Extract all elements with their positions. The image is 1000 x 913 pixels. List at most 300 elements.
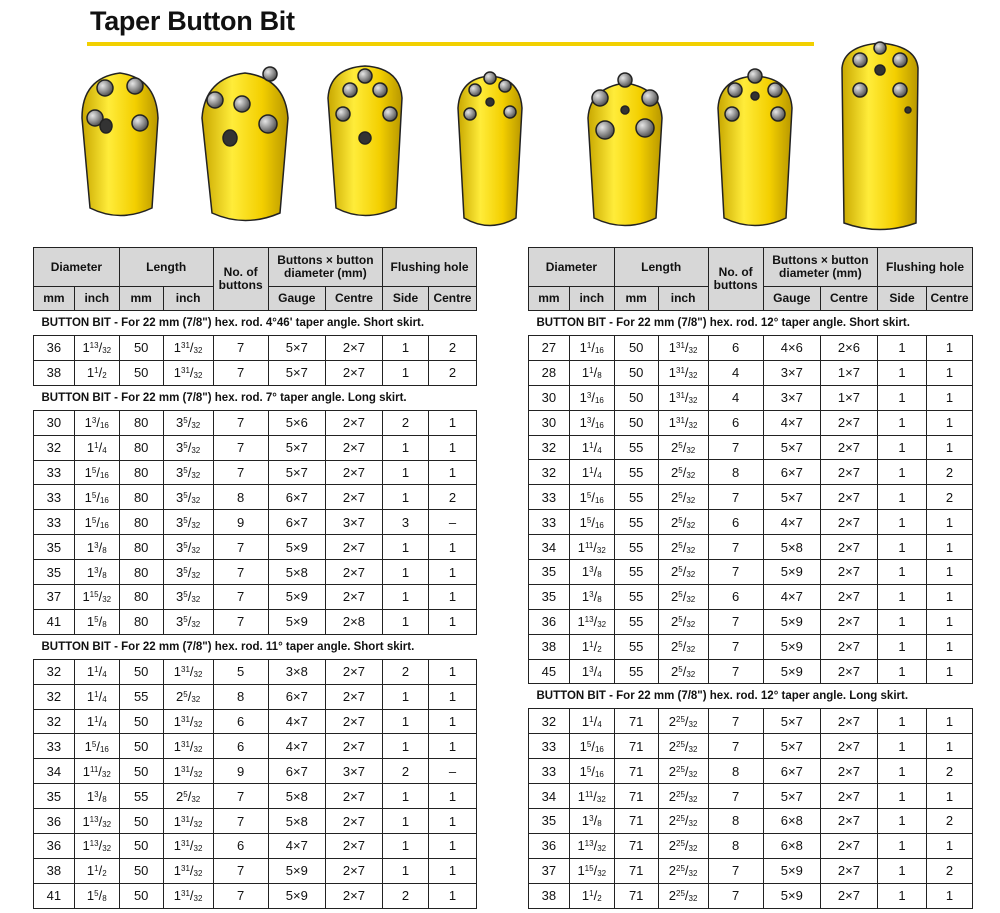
cell-flush-side: 1 — [383, 858, 429, 883]
hdr-inch: inch — [569, 287, 614, 311]
cell-no-buttons: 8 — [213, 684, 268, 709]
cell-flush-side: 1 — [878, 709, 927, 734]
cell-diameter-mm: 34 — [529, 784, 570, 809]
cell-flush-centre: 1 — [927, 609, 973, 634]
table-row — [34, 510, 477, 535]
table-row — [34, 560, 477, 585]
cell-no-buttons: 6 — [708, 336, 763, 361]
cell-flush-centre: 1 — [927, 560, 973, 585]
cell-centre-buttons: 2×7 — [325, 709, 382, 734]
cell-length-inch: $1^{31}/_{32}$ — [163, 659, 213, 684]
hdr-centre: Centre — [927, 287, 973, 311]
table-body — [529, 311, 973, 909]
cell-gauge: 6×7 — [268, 759, 325, 784]
cell-gauge: 5×7 — [763, 709, 820, 734]
cell-length-mm: 50 — [119, 709, 163, 734]
cell-length-inch: $2^5/_{32}$ — [658, 485, 708, 510]
hdr-mm: mm — [529, 287, 570, 311]
cell-no-buttons: 8 — [708, 833, 763, 858]
cell-diameter-inch: $1^5/_{16}$ — [74, 485, 119, 510]
page-title: Taper Button Bit — [90, 6, 295, 36]
cell-flush-centre: 2 — [927, 858, 973, 883]
table-row — [529, 510, 973, 535]
cell-length-inch: $2^5/_{32}$ — [658, 634, 708, 659]
cell-diameter-inch: $1^5/_8$ — [74, 883, 119, 908]
cell-length-inch: $2^5/_{32}$ — [163, 784, 213, 809]
cell-length-inch: $2^5/_{32}$ — [163, 684, 213, 709]
table-row — [529, 809, 973, 834]
cell-flush-centre: 1 — [927, 510, 973, 535]
table-row — [34, 460, 477, 485]
cell-length-mm: 80 — [119, 435, 163, 460]
cell-flush-centre: 1 — [428, 410, 476, 435]
cell-length-inch: $2^5/_{32}$ — [658, 584, 708, 609]
cell-flush-centre: 1 — [927, 535, 973, 560]
hdr-length: Length — [119, 248, 213, 287]
cell-centre-buttons: 2×8 — [325, 609, 382, 634]
section-title: BUTTON BIT - For 22 mm (7/8") hex. rod. 12° taper angle. Long skirt. — [529, 684, 973, 709]
cell-diameter-mm: 36 — [529, 833, 570, 858]
cell-length-mm: 50 — [119, 883, 163, 908]
cell-length-mm: 55 — [614, 584, 658, 609]
section-header — [529, 311, 973, 336]
table-row — [34, 435, 477, 460]
cell-diameter-mm: 32 — [529, 709, 570, 734]
cell-length-inch: $3^5/_{32}$ — [163, 435, 213, 460]
table-row — [34, 784, 477, 809]
cell-gauge: 6×8 — [763, 809, 820, 834]
cell-length-mm: 55 — [614, 460, 658, 485]
cell-diameter-mm: 33 — [34, 734, 75, 759]
cell-flush-centre: 1 — [927, 883, 973, 908]
cell-flush-side: 1 — [383, 585, 429, 610]
cell-diameter-mm: 33 — [529, 485, 570, 510]
cell-gauge: 3×7 — [763, 385, 820, 410]
table-row — [34, 336, 477, 361]
cell-no-buttons: 7 — [708, 709, 763, 734]
cell-centre-buttons: 2×6 — [820, 336, 877, 361]
cell-length-inch: $2^{25}/_{32}$ — [658, 784, 708, 809]
cell-centre-buttons: 2×7 — [325, 410, 382, 435]
cell-centre-buttons: 2×7 — [820, 759, 877, 784]
cell-length-mm: 71 — [614, 784, 658, 809]
table-row — [529, 759, 973, 784]
cell-no-buttons: 7 — [213, 585, 268, 610]
cell-diameter-mm: 27 — [529, 336, 570, 361]
cell-diameter-inch: $1^1/_4$ — [74, 709, 119, 734]
hdr-flushing-hole: Flushing hole — [383, 248, 477, 287]
section-title: BUTTON BIT - For 22 mm (7/8") hex. rod. 7° taper angle. Long skirt. — [34, 385, 477, 410]
cell-flush-side: 1 — [383, 709, 429, 734]
bit-image-3 — [328, 66, 402, 216]
cell-diameter-mm: 35 — [34, 535, 75, 560]
cell-centre-buttons: 2×7 — [820, 535, 877, 560]
cell-diameter-inch: $1^{13}/_{32}$ — [74, 336, 119, 361]
cell-diameter-mm: 36 — [34, 809, 75, 834]
cell-length-inch: $1^{31}/_{32}$ — [658, 410, 708, 435]
cell-length-mm: 50 — [614, 360, 658, 385]
hdr-length: Length — [614, 248, 708, 287]
table-row — [529, 833, 973, 858]
table-row — [34, 809, 477, 834]
cell-gauge: 3×8 — [268, 659, 325, 684]
cell-flush-side: 1 — [878, 584, 927, 609]
cell-diameter-mm: 35 — [529, 809, 570, 834]
spec-table-left — [33, 247, 477, 909]
cell-centre-buttons: 2×7 — [325, 809, 382, 834]
cell-gauge: 4×6 — [763, 336, 820, 361]
table-row — [529, 883, 973, 908]
hdr-inch: inch — [163, 287, 213, 311]
cell-diameter-mm: 37 — [529, 858, 570, 883]
cell-diameter-inch: $1^3/_8$ — [74, 784, 119, 809]
table-row — [529, 410, 973, 435]
cell-diameter-mm: 33 — [34, 510, 75, 535]
cell-diameter-mm: 41 — [34, 609, 75, 634]
cell-no-buttons: 6 — [708, 410, 763, 435]
cell-length-inch: $2^{25}/_{32}$ — [658, 858, 708, 883]
cell-gauge: 5×9 — [763, 659, 820, 684]
cell-centre-buttons: 2×7 — [325, 684, 382, 709]
cell-gauge: 5×7 — [763, 485, 820, 510]
cell-length-inch: $2^5/_{32}$ — [658, 560, 708, 585]
cell-gauge: 5×9 — [268, 585, 325, 610]
cell-diameter-mm: 33 — [529, 759, 570, 784]
cell-diameter-mm: 32 — [529, 460, 570, 485]
table-row — [529, 784, 973, 809]
cell-gauge: 5×8 — [268, 784, 325, 809]
cell-flush-side: 2 — [383, 883, 429, 908]
cell-no-buttons: 7 — [708, 858, 763, 883]
cell-no-buttons: 7 — [708, 485, 763, 510]
cell-length-mm: 50 — [614, 410, 658, 435]
cell-diameter-inch: $1^{15}/_{32}$ — [74, 585, 119, 610]
cell-flush-centre: 1 — [927, 410, 973, 435]
bit-illustrations — [60, 38, 940, 238]
cell-flush-centre: 1 — [428, 535, 476, 560]
cell-flush-centre: 1 — [428, 784, 476, 809]
cell-length-mm: 80 — [119, 585, 163, 610]
cell-diameter-mm: 34 — [529, 535, 570, 560]
cell-flush-centre: – — [428, 510, 476, 535]
cell-length-mm: 71 — [614, 883, 658, 908]
cell-flush-side: 1 — [878, 485, 927, 510]
cell-no-buttons: 7 — [708, 784, 763, 809]
cell-diameter-inch: $1^5/_{16}$ — [74, 734, 119, 759]
cell-length-inch: $2^5/_{32}$ — [658, 535, 708, 560]
cell-diameter-inch: $1^5/_{16}$ — [569, 485, 614, 510]
cell-length-inch: $2^5/_{32}$ — [658, 435, 708, 460]
cell-gauge: 6×7 — [763, 460, 820, 485]
cell-no-buttons: 4 — [708, 385, 763, 410]
cell-flush-centre: 1 — [428, 883, 476, 908]
cell-centre-buttons: 2×7 — [820, 410, 877, 435]
cell-flush-side: 1 — [878, 759, 927, 784]
hdr-side: Side — [878, 287, 927, 311]
cell-diameter-inch: $1^{13}/_{32}$ — [74, 834, 119, 859]
cell-centre-buttons: 2×7 — [820, 609, 877, 634]
table-row — [529, 634, 973, 659]
cell-diameter-mm: 36 — [34, 834, 75, 859]
cell-centre-buttons: 2×7 — [820, 784, 877, 809]
hdr-centre: Centre — [820, 287, 877, 311]
cell-no-buttons: 7 — [213, 609, 268, 634]
cell-length-mm: 71 — [614, 759, 658, 784]
bit-image-1 — [82, 73, 158, 216]
cell-length-inch: $1^{31}/_{32}$ — [163, 858, 213, 883]
cell-flush-side: 1 — [878, 410, 927, 435]
cell-diameter-mm: 34 — [34, 759, 75, 784]
cell-gauge: 5×8 — [763, 535, 820, 560]
cell-flush-side: 2 — [383, 659, 429, 684]
cell-no-buttons: 7 — [213, 460, 268, 485]
cell-centre-buttons: 2×7 — [820, 659, 877, 684]
bit-image-7 — [842, 42, 918, 230]
cell-gauge: 5×7 — [763, 435, 820, 460]
cell-centre-buttons: 3×7 — [325, 510, 382, 535]
cell-diameter-inch: $1^{11}/_{32}$ — [569, 535, 614, 560]
cell-flush-side: 1 — [878, 336, 927, 361]
cell-diameter-inch: $1^3/_8$ — [569, 584, 614, 609]
cell-diameter-mm: 33 — [34, 485, 75, 510]
cell-diameter-mm: 35 — [34, 784, 75, 809]
cell-length-mm: 71 — [614, 734, 658, 759]
cell-flush-centre: 1 — [428, 684, 476, 709]
cell-gauge: 5×8 — [268, 560, 325, 585]
cell-diameter-mm: 33 — [34, 460, 75, 485]
cell-flush-side: 1 — [878, 535, 927, 560]
cell-diameter-mm: 38 — [34, 360, 75, 385]
cell-no-buttons: 6 — [708, 584, 763, 609]
hdr-no-buttons: No. of buttons — [213, 248, 268, 311]
cell-diameter-mm: 35 — [34, 560, 75, 585]
cell-centre-buttons: 2×7 — [820, 709, 877, 734]
table-row — [34, 759, 477, 784]
cell-gauge: 6×7 — [268, 485, 325, 510]
cell-gauge: 4×7 — [763, 510, 820, 535]
cell-no-buttons: 7 — [213, 784, 268, 809]
cell-flush-centre: 2 — [927, 485, 973, 510]
cell-flush-centre: – — [428, 759, 476, 784]
cell-length-mm: 50 — [119, 360, 163, 385]
cell-centre-buttons: 2×7 — [325, 360, 382, 385]
cell-diameter-inch: $1^3/_{16}$ — [569, 410, 614, 435]
cell-flush-side: 2 — [383, 410, 429, 435]
cell-flush-side: 1 — [383, 336, 429, 361]
cell-length-mm: 50 — [614, 336, 658, 361]
cell-length-inch: $2^5/_{32}$ — [658, 510, 708, 535]
section-title: BUTTON BIT - For 22 mm (7/8") hex. rod. 11° taper angle. Short skirt. — [34, 634, 477, 659]
cell-gauge: 5×9 — [268, 858, 325, 883]
cell-flush-side: 1 — [878, 360, 927, 385]
cell-length-mm: 55 — [614, 609, 658, 634]
cell-diameter-mm: 32 — [34, 709, 75, 734]
cell-centre-buttons: 2×7 — [820, 560, 877, 585]
cell-flush-centre: 1 — [927, 709, 973, 734]
cell-flush-side: 1 — [878, 560, 927, 585]
cell-no-buttons: 7 — [213, 360, 268, 385]
cell-gauge: 5×7 — [763, 784, 820, 809]
cell-centre-buttons: 2×7 — [325, 460, 382, 485]
cell-diameter-inch: $1^1/_2$ — [569, 634, 614, 659]
cell-length-mm: 50 — [119, 809, 163, 834]
table-row — [529, 609, 973, 634]
cell-length-mm: 55 — [614, 634, 658, 659]
cell-no-buttons: 7 — [708, 634, 763, 659]
cell-gauge: 4×7 — [763, 584, 820, 609]
cell-centre-buttons: 3×7 — [325, 759, 382, 784]
cell-flush-centre: 2 — [927, 759, 973, 784]
cell-diameter-inch: $1^5/_{16}$ — [74, 510, 119, 535]
hdr-mm: mm — [34, 287, 75, 311]
cell-diameter-inch: $1^1/_4$ — [74, 435, 119, 460]
table-row — [529, 659, 973, 684]
cell-centre-buttons: 2×7 — [820, 883, 877, 908]
cell-flush-centre: 1 — [428, 709, 476, 734]
cell-diameter-mm: 38 — [34, 858, 75, 883]
cell-flush-centre: 1 — [428, 834, 476, 859]
cell-flush-centre: 2 — [428, 336, 476, 361]
cell-length-inch: $1^{31}/_{32}$ — [163, 734, 213, 759]
cell-diameter-mm: 38 — [529, 883, 570, 908]
cell-centre-buttons: 2×7 — [820, 634, 877, 659]
cell-diameter-mm: 32 — [34, 435, 75, 460]
cell-gauge: 5×8 — [268, 809, 325, 834]
cell-diameter-mm: 33 — [529, 734, 570, 759]
table-row — [34, 709, 477, 734]
cell-diameter-mm: 36 — [529, 609, 570, 634]
cell-centre-buttons: 2×7 — [820, 858, 877, 883]
cell-length-inch: $2^5/_{32}$ — [658, 460, 708, 485]
cell-flush-centre: 1 — [927, 435, 973, 460]
cell-diameter-inch: $1^1/_4$ — [569, 460, 614, 485]
cell-length-mm: 80 — [119, 609, 163, 634]
cell-centre-buttons: 2×7 — [325, 834, 382, 859]
cell-diameter-inch: $1^3/_8$ — [74, 560, 119, 585]
cell-length-mm: 80 — [119, 535, 163, 560]
cell-gauge: 5×9 — [763, 883, 820, 908]
cell-length-mm: 80 — [119, 410, 163, 435]
cell-gauge: 5×7 — [268, 360, 325, 385]
cell-centre-buttons: 2×7 — [325, 659, 382, 684]
table-row — [34, 858, 477, 883]
cell-diameter-inch: $1^{13}/_{32}$ — [569, 609, 614, 634]
hdr-mm: mm — [614, 287, 658, 311]
cell-gauge: 5×7 — [268, 435, 325, 460]
cell-length-inch: $3^5/_{32}$ — [163, 535, 213, 560]
cell-gauge: 6×7 — [763, 759, 820, 784]
cell-flush-side: 1 — [878, 784, 927, 809]
cell-centre-buttons: 1×7 — [820, 385, 877, 410]
cell-centre-buttons: 2×7 — [820, 584, 877, 609]
cell-flush-side: 1 — [878, 385, 927, 410]
cell-diameter-inch: $1^{11}/_{32}$ — [74, 759, 119, 784]
cell-gauge: 5×9 — [268, 609, 325, 634]
cell-length-mm: 80 — [119, 460, 163, 485]
cell-flush-centre: 1 — [927, 659, 973, 684]
cell-flush-side: 1 — [878, 609, 927, 634]
cell-gauge: 5×6 — [268, 410, 325, 435]
cell-gauge: 4×7 — [763, 410, 820, 435]
cell-length-mm: 55 — [614, 535, 658, 560]
table-row — [529, 709, 973, 734]
cell-length-mm: 55 — [614, 485, 658, 510]
cell-diameter-inch: $1^3/_4$ — [569, 659, 614, 684]
cell-length-inch: $1^{31}/_{32}$ — [163, 759, 213, 784]
cell-diameter-inch: $1^3/_8$ — [569, 560, 614, 585]
cell-length-inch: $1^{31}/_{32}$ — [163, 834, 213, 859]
section-header — [34, 634, 477, 659]
cell-flush-side: 1 — [878, 460, 927, 485]
cell-centre-buttons: 2×7 — [325, 784, 382, 809]
cell-flush-centre: 1 — [428, 858, 476, 883]
cell-length-inch: $1^{31}/_{32}$ — [658, 360, 708, 385]
cell-length-inch: $2^5/_{32}$ — [658, 609, 708, 634]
cell-diameter-inch: $1^3/_8$ — [569, 809, 614, 834]
cell-centre-buttons: 2×7 — [820, 460, 877, 485]
cell-flush-side: 1 — [878, 659, 927, 684]
cell-flush-side: 1 — [383, 834, 429, 859]
cell-centre-buttons: 1×7 — [820, 360, 877, 385]
cell-length-inch: $3^5/_{32}$ — [163, 609, 213, 634]
cell-diameter-mm: 30 — [529, 385, 570, 410]
cell-centre-buttons: 2×7 — [325, 734, 382, 759]
cell-diameter-inch: $1^5/_{16}$ — [569, 510, 614, 535]
cell-diameter-inch: $1^1/_4$ — [74, 684, 119, 709]
cell-gauge: 5×7 — [268, 460, 325, 485]
cell-flush-side: 1 — [878, 858, 927, 883]
cell-length-mm: 50 — [119, 659, 163, 684]
table-row — [529, 734, 973, 759]
table-row — [34, 734, 477, 759]
cell-diameter-mm: 33 — [529, 510, 570, 535]
cell-length-inch: $3^5/_{32}$ — [163, 485, 213, 510]
cell-flush-side: 1 — [383, 360, 429, 385]
cell-diameter-mm: 32 — [529, 435, 570, 460]
cell-diameter-inch: $1^{11}/_{32}$ — [569, 784, 614, 809]
cell-length-inch: $1^{31}/_{32}$ — [163, 360, 213, 385]
cell-diameter-mm: 36 — [34, 336, 75, 361]
cell-length-mm: 71 — [614, 858, 658, 883]
cell-length-mm: 55 — [119, 784, 163, 809]
cell-no-buttons: 7 — [213, 535, 268, 560]
cell-flush-centre: 2 — [927, 809, 973, 834]
cell-centre-buttons: 2×7 — [820, 833, 877, 858]
cell-flush-side: 1 — [383, 560, 429, 585]
cell-centre-buttons: 2×7 — [325, 485, 382, 510]
cell-flush-side: 1 — [383, 809, 429, 834]
cell-length-mm: 55 — [119, 684, 163, 709]
cell-centre-buttons: 2×7 — [820, 435, 877, 460]
cell-length-mm: 55 — [614, 659, 658, 684]
cell-flush-centre: 1 — [927, 360, 973, 385]
cell-length-mm: 55 — [614, 510, 658, 535]
cell-centre-buttons: 2×7 — [325, 883, 382, 908]
cell-flush-centre: 1 — [428, 609, 476, 634]
hdr-gauge: Gauge — [268, 287, 325, 311]
section-title: BUTTON BIT - For 22 mm (7/8") hex. rod. 4°46' taper angle. Short skirt. — [34, 311, 477, 336]
cell-no-buttons: 7 — [708, 435, 763, 460]
table-row — [529, 385, 973, 410]
table-row — [529, 360, 973, 385]
cell-no-buttons: 6 — [213, 709, 268, 734]
spec-table-right — [528, 247, 973, 909]
hdr-side: Side — [383, 287, 429, 311]
cell-gauge: 5×9 — [268, 535, 325, 560]
cell-length-mm: 71 — [614, 809, 658, 834]
cell-length-mm: 80 — [119, 510, 163, 535]
cell-flush-side: 1 — [383, 435, 429, 460]
